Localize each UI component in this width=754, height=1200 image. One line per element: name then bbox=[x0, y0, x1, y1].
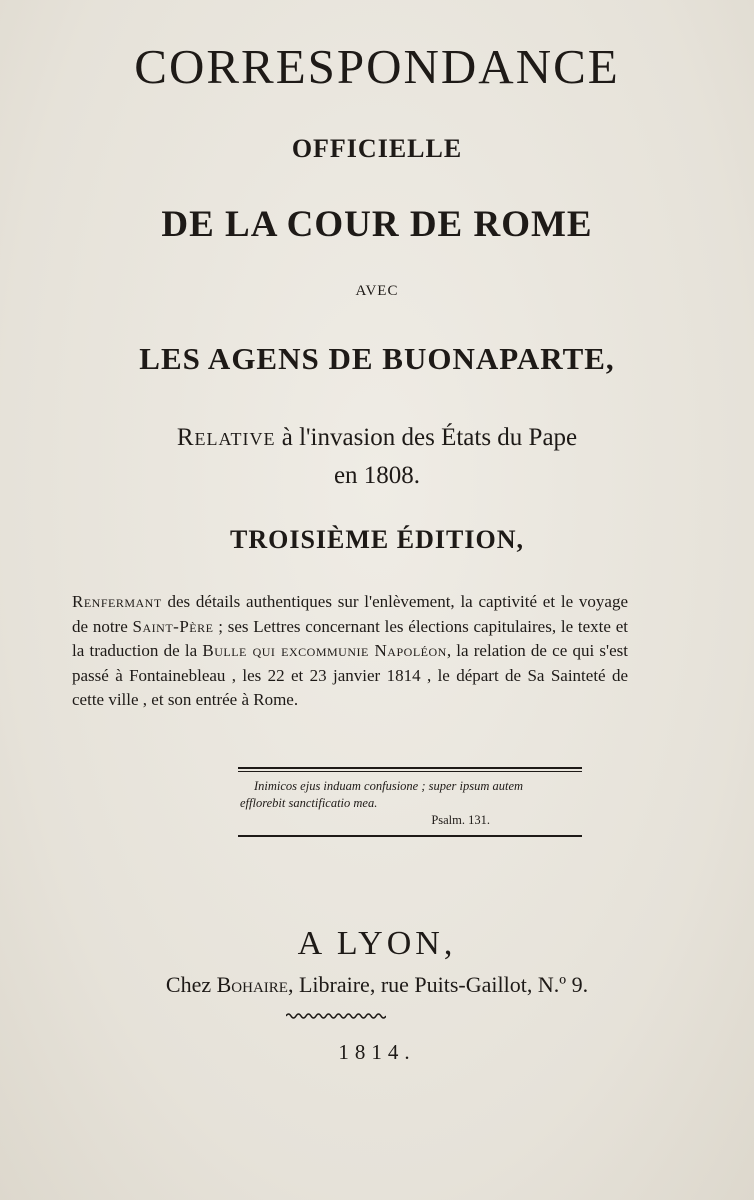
imprint-date: 1814. bbox=[338, 1040, 416, 1064]
summary-part-2: ; ses Lettres concernant les élections capitulaires, le texte et la traduction de la bbox=[72, 616, 628, 660]
main-title: CORRESPONDANCE bbox=[134, 39, 620, 94]
title-avec: AVEC bbox=[355, 283, 399, 299]
contents-summary bbox=[72, 590, 628, 713]
title-cour-de-rome: DE LA COUR DE ROME bbox=[161, 204, 593, 245]
subtitle-relative bbox=[0, 424, 754, 452]
epigraph-reference: Psalm. 131. bbox=[431, 813, 490, 827]
epigraph-line-2: efflorebit sanctificatio mea. bbox=[240, 796, 378, 810]
subtitle-relative-rest: à l'invasion des États du Pape bbox=[275, 424, 578, 451]
summary-part-3: , la relation de ce qui s'est passé à Fontainebleau , les 22 et 23 janvier 1814 , le départ de Sa Sainteté de cette ville , et son entrée à Rome. bbox=[72, 641, 628, 709]
epigraph-line-1: Inimicos ejus induam confusione ; super ipsum autem bbox=[254, 779, 524, 793]
imprint-printer: Bohaire bbox=[216, 972, 288, 997]
summary-part-1: des détails authentiques sur l'enlèvement, la captivité et le voyage de notre bbox=[72, 592, 628, 636]
subtitle-relative-word: Relative bbox=[176, 424, 276, 451]
epigraph-top-rule bbox=[238, 767, 582, 769]
title-agens: LES AGENS DE BUONAPARTE, bbox=[139, 341, 615, 376]
imprint-address: , Libraire, rue Puits-Gaillot, N.º 9. bbox=[287, 972, 589, 997]
epigraph-bottom-rule bbox=[238, 835, 582, 837]
subtitle-year: en 1808. bbox=[333, 462, 421, 489]
epigraph-top-rule-thin bbox=[238, 771, 582, 772]
edition-statement: TROISIÈME ÉDITION, bbox=[230, 525, 524, 554]
printer-ornament-rule bbox=[286, 1012, 386, 1020]
imprint-printer-line bbox=[0, 972, 754, 998]
epigraph bbox=[240, 778, 580, 829]
title-officielle: OFFICIELLE bbox=[291, 134, 463, 163]
summary-lead: Renfermant bbox=[72, 592, 162, 611]
bleed-through-texture bbox=[60, 95, 700, 129]
summary-saint-pere: Saint-Père bbox=[132, 616, 214, 636]
imprint-chez: Chez bbox=[165, 972, 217, 997]
imprint-city: A LYON, bbox=[297, 925, 457, 962]
summary-bulle: Bulle qui excommunie Napoléon bbox=[202, 641, 447, 660]
